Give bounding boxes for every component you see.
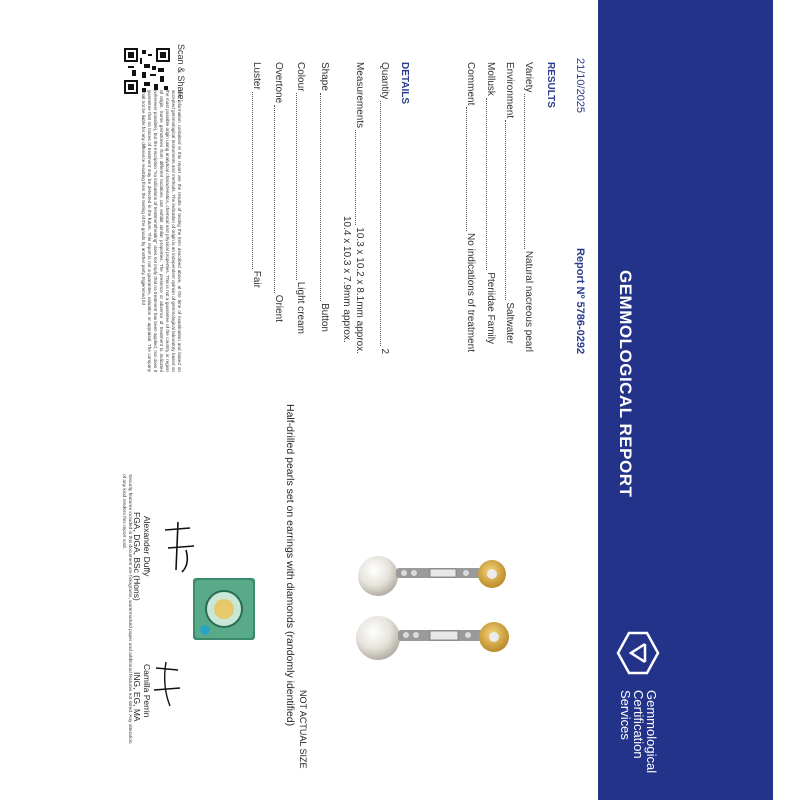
signature-icon: [160, 520, 200, 576]
signature-1-name: Alexander Duffy: [142, 516, 152, 577]
details-label: Measurements: [354, 62, 365, 129]
results-row-variety: [523, 62, 534, 352]
item-photo: [340, 540, 520, 680]
details-row-overtone: [273, 62, 284, 322]
results-label: Mollusk: [485, 62, 496, 96]
details-row-colour: [295, 62, 306, 334]
not-actual-size: NOT ACTUAL SIZE: [298, 690, 308, 769]
security-note: Security features included in this document are holograms, watermarked paper and additional features not listed. Any alteration of any kind renders this report void.: [121, 474, 132, 744]
photo-caption: Half-drilled pearls set on earrings with diamonds (randomly identified): [284, 404, 296, 727]
details-row-quantity: [379, 62, 390, 354]
details-value: 10.3 x 10.2 x 8.1mm approx.: [354, 227, 365, 354]
signature-1-credentials: FGA, DGA, BSc (Hons): [132, 512, 142, 601]
results-row-comment: [465, 62, 476, 352]
details-value: Button: [319, 303, 330, 332]
report-date: 21/10/2025: [574, 58, 586, 114]
details-row-shape: [319, 62, 330, 332]
details-row-measurements: [354, 62, 365, 354]
pearl-earrings-image: [340, 540, 520, 680]
signature-2-name: Camilla Perrin: [142, 664, 152, 718]
details-label: Overtone: [273, 62, 284, 104]
details-heading: DETAILS: [399, 62, 410, 105]
hologram-seal: [193, 578, 255, 640]
details-row-luster: [251, 62, 262, 288]
results-heading: RESULTS: [545, 62, 556, 108]
company-line-3: Services: [618, 690, 633, 740]
details-label: Colour: [295, 62, 306, 92]
company-line-2: Certification: [631, 690, 646, 759]
results-value: Pteriidae Family: [485, 272, 496, 344]
hologram-icon: [193, 578, 255, 640]
results-value: No indications of treatment: [465, 233, 476, 352]
signature-2-mark: [150, 660, 186, 710]
disclaimer-text: The information contained in this report are the results of testing the item described above, at the time of examination and based on accepted gemmological instruments and methods. The indication of origin is an independent opinion of gemmological laboratory based on the most possible origin using analytical characteristics, chemical and physical properties. This is not a guarantee of the country or region of origin. Some gemstones from different locations can exhibit similar properties. The presence or absence of treatment is indicated (wherever possible), but the inscription "no indications of treatment/heating" does not imply that no treatment has been applied, nor does it guarantee that no traces of treatment may be detected in the future. This report is not a guarantee, valuation or appraisal. The company shall not be liable for any difference resulting from the testing of the goods by another party. Egjemmed ltd: [141, 90, 182, 372]
results-row-mollusk: [485, 62, 496, 344]
results-row-environment: [504, 62, 515, 344]
report-title: GEMMOLOGICAL REPORT: [616, 270, 635, 498]
qr-code-icon: [124, 48, 170, 94]
results-label: Environment: [504, 62, 515, 119]
signature-icon: [150, 660, 186, 710]
details-value: Orient: [273, 294, 284, 322]
results-label: Variety: [523, 62, 534, 93]
details-label: Shape: [319, 62, 330, 91]
details-value-measurements-2: 10.4 x 10.3 x 7.9mm approx.: [341, 216, 352, 343]
company-name: [619, 690, 658, 773]
details-label: Quantity: [379, 62, 390, 100]
details-label: Luster: [251, 62, 262, 90]
results-value: Natural nacreous pearl: [523, 250, 534, 352]
gcs-logo-icon: [615, 630, 661, 676]
details-value: Light cream: [295, 281, 306, 334]
results-value: Saltwater: [504, 302, 515, 344]
company-logo: [615, 630, 661, 676]
company-line-1: Gemmological: [644, 690, 659, 774]
signature-1-mark: [160, 520, 200, 576]
results-label: Comment: [465, 62, 476, 106]
details-value: 2: [379, 348, 390, 354]
scan-share-label: Scan & Share:: [176, 44, 186, 103]
details-value: Fair: [251, 270, 262, 288]
signature-2-credentials: ING, EG, MA: [132, 672, 142, 722]
report-number: Report Nº 5786-0292: [574, 248, 586, 355]
qr-code: [124, 48, 170, 94]
